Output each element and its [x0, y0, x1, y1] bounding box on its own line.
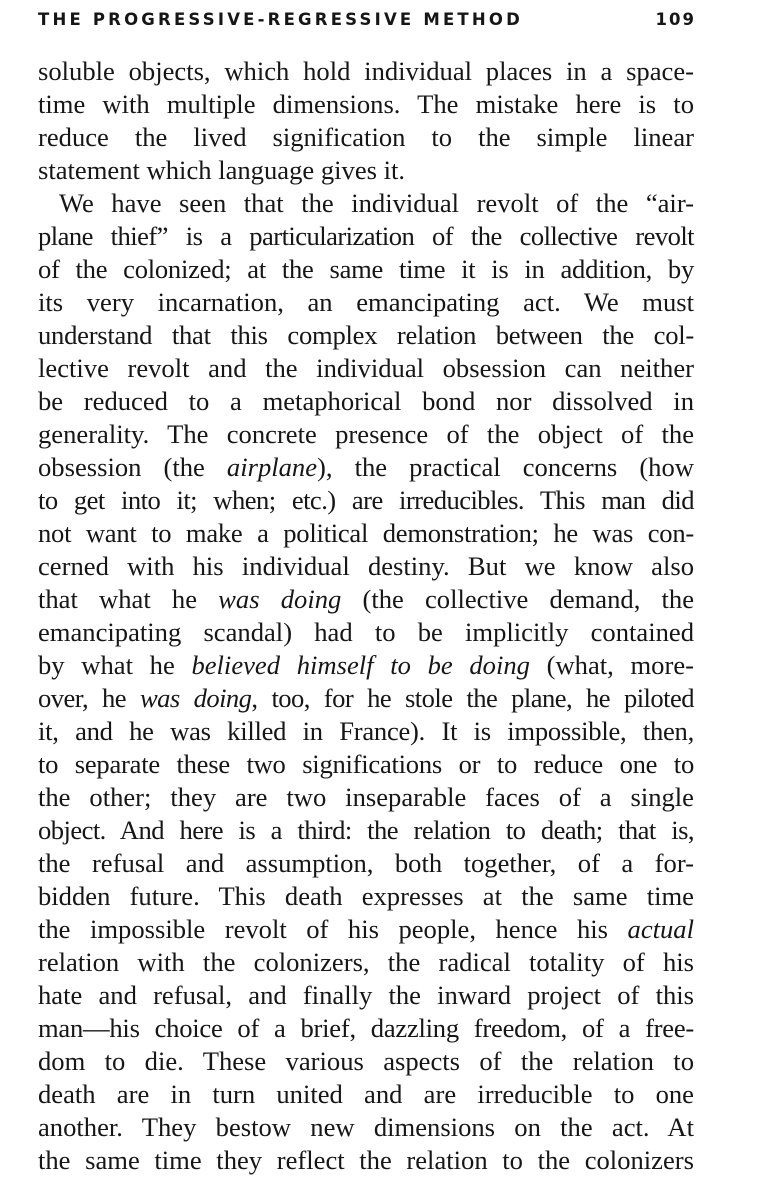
- text-line: to separate these two significations or to reduce one to: [38, 749, 694, 779]
- text-line: it, and he was killed in France). It is impossible, then,: [38, 716, 694, 746]
- text-line: bidden future. This death expresses at the same time: [38, 881, 694, 911]
- text-line: object. And here is a third: the relation to death; that is,: [38, 815, 694, 845]
- text-line: the same time they reflect the relation to the colonizers: [38, 1145, 694, 1175]
- text-line: not want to make a political demonstration; he was con-: [38, 518, 694, 548]
- text-line: its very incarnation, an emancipating act. We must: [38, 287, 694, 317]
- text-line: understand that this complex relation between the col-: [38, 320, 694, 350]
- text-line: We have seen that the individual revolt of the “air-: [59, 188, 694, 218]
- text-line: plane thief” is a particularization of the collective revolt: [38, 221, 694, 251]
- text-line: the other; they are two inseparable faces of a single: [38, 782, 694, 812]
- text-line: be reduced to a metaphorical bond nor dissolved in: [38, 386, 694, 416]
- text-line: obsession (the airplane), the practical concerns (how: [38, 452, 694, 482]
- running-head: THE PROGRESSIVE-REGRESSIVE METHOD: [38, 10, 524, 29]
- text-line: the impossible revolt of his people, hence his actual: [38, 914, 694, 944]
- text-line: cerned with his individual destiny. But we know also: [38, 551, 694, 581]
- text-line: dom to die. These various aspects of the relation to: [38, 1046, 694, 1076]
- text-line: time with multiple dimensions. The mistake here is to: [38, 89, 694, 119]
- text-line: another. They bestow new dimensions on the act. At: [38, 1112, 694, 1142]
- body-text: [38, 55, 694, 1177]
- text-line: over, he was doing, too, for he stole the plane, he piloted: [38, 683, 694, 713]
- text-line: death are in turn united and are irreducible to one: [38, 1079, 694, 1109]
- page-number: 109: [655, 10, 696, 29]
- text-line: relation with the colonizers, the radical totality of his: [38, 947, 694, 977]
- text-line: soluble objects, which hold individual places in a space-: [38, 56, 694, 86]
- italic-text: believed himself to be doing: [191, 650, 530, 680]
- text-line: statement which language gives it.: [38, 155, 406, 185]
- text-line: lective revolt and the individual obsession can neither: [38, 353, 694, 383]
- italic-text: was doing: [139, 683, 252, 713]
- text-line: reduce the lived signification to the simple linear: [38, 122, 694, 152]
- text-line: of the colonized; at the same time it is in addition, by: [38, 254, 694, 284]
- text-line: generality. The concrete presence of the object of the: [38, 419, 694, 449]
- italic-text: was doing: [218, 584, 342, 614]
- text-line: man—his choice of a brief, dazzling freedom, of a free-: [38, 1013, 694, 1043]
- text-line: emancipating scandal) had to be implicitly contained: [38, 617, 694, 647]
- text-line: by what he believed himself to be doing (what, more-: [38, 650, 694, 680]
- text-line: the refusal and assumption, both together, of a for-: [38, 848, 694, 878]
- text-line: to get into it; when; etc.) are irreducibles. This man did: [38, 485, 694, 515]
- italic-text: airplane: [226, 452, 318, 482]
- italic-text: actual: [627, 914, 694, 944]
- page-header: [38, 10, 696, 36]
- text-line: that what he was doing (the collective demand, the: [38, 584, 695, 614]
- text-line: hate and refusal, and finally the inward project of this: [38, 980, 694, 1010]
